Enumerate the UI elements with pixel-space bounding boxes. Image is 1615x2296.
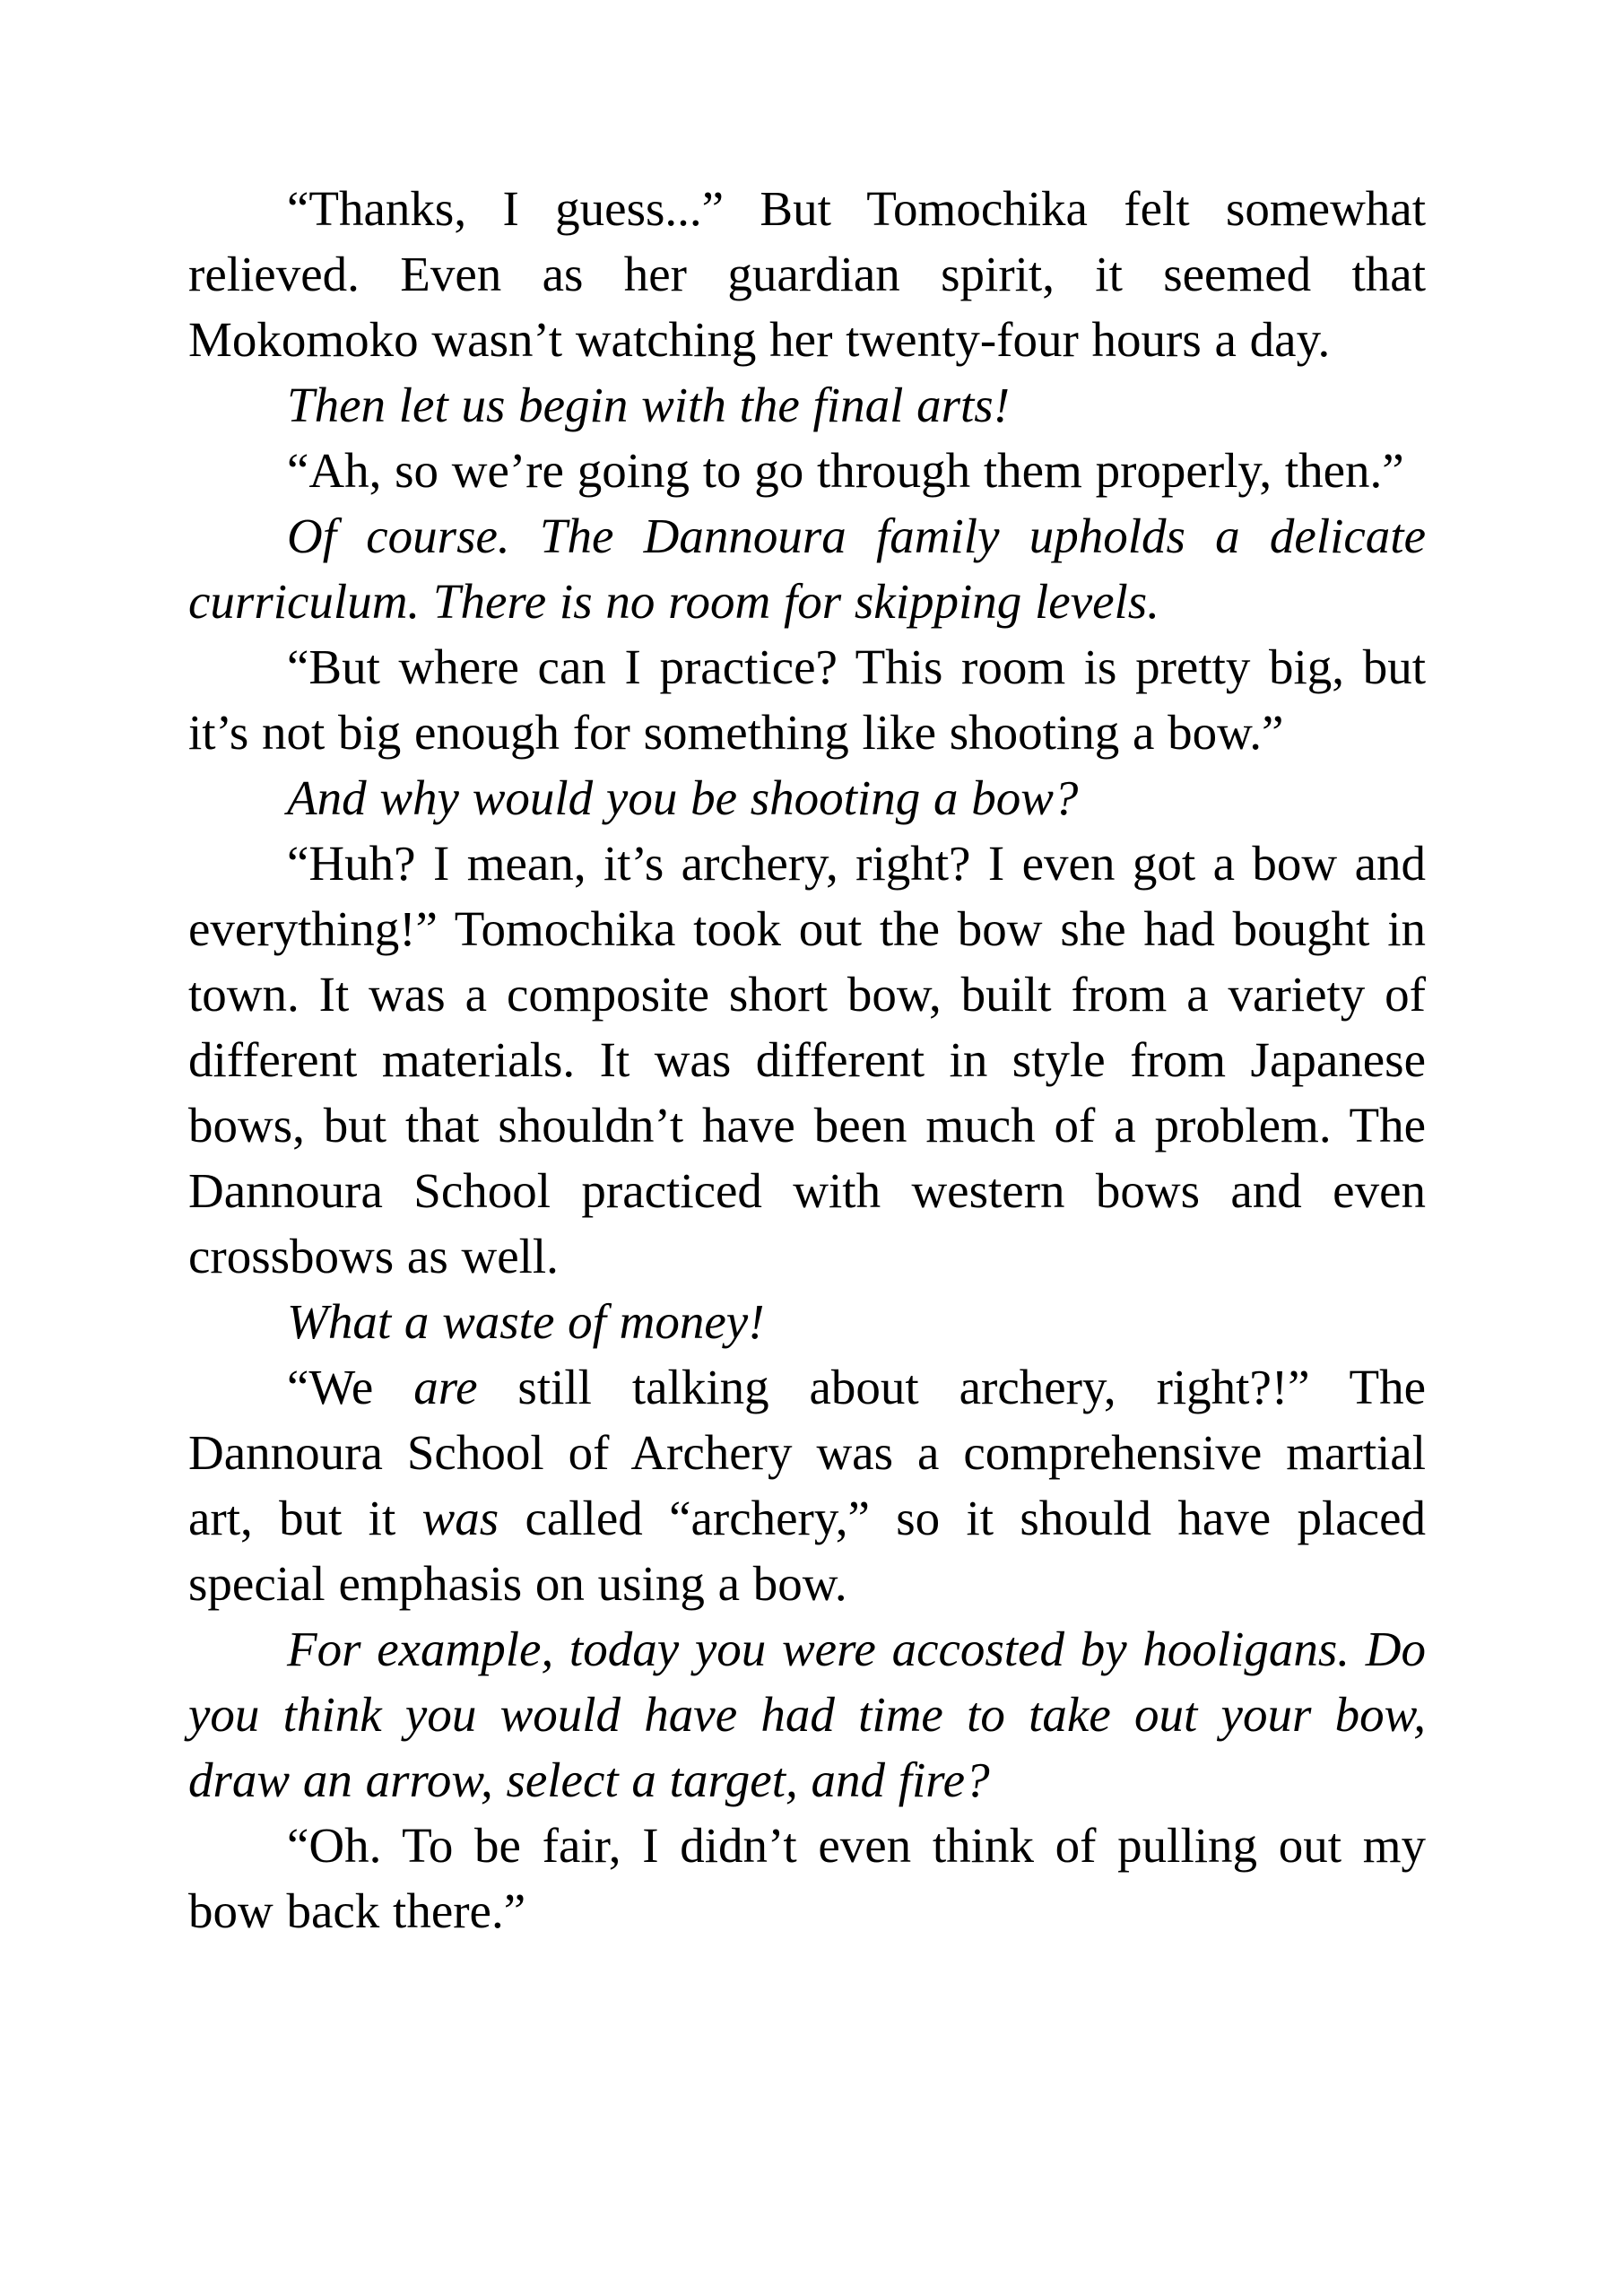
- paragraph-9: [188, 1354, 1426, 1616]
- text-run: “Huh? I mean, it’s archery, right? I even got a bow and everything!” Tomochika took out the bow she had bought in town. It was a composite short bow, built from a variety of different materials. It was different in style from Japanese bows, but that shouldn’t have been much of a problem. The Dannoura School practiced with western bows and even crossbows as well.: [188, 836, 1426, 1283]
- paragraph-5: [188, 634, 1426, 765]
- italic-text-run: What a waste of money!: [287, 1294, 765, 1349]
- paragraph-1: [188, 176, 1426, 372]
- text-run: still talking about archery, right?!” The Dannoura School of Archery was a comprehensive martial art, but it: [188, 1360, 1427, 1545]
- text-run: “Thanks, I guess...” But Tomochika felt somewhat relieved. Even as her guardian spirit, it seemed that Mokomoko wasn’t watching her twenty-four hours a day.: [188, 181, 1426, 367]
- paragraph-4: [188, 503, 1426, 634]
- italic-text-run: And why would you be shooting a bow?: [287, 770, 1079, 825]
- italic-text-run: Then let us begin with the final arts!: [287, 378, 1011, 432]
- text-run: “Ah, so we’re going to go through them properly, then.”: [287, 443, 1404, 498]
- paragraph-6: [188, 765, 1426, 831]
- paragraph-2: [188, 372, 1426, 438]
- text-run: “Oh. To be fair, I didn’t even think of pulling out my bow back there.”: [188, 1818, 1426, 1938]
- paragraph-3: [188, 438, 1426, 503]
- italic-text-run: was: [421, 1491, 499, 1545]
- italic-text-run: Of course. The Dannoura family upholds a delicate curriculum. There is no room for skipping levels.: [188, 509, 1426, 629]
- text-run: “But where can I practice? This room is pretty big, but it’s not big enough for something like shooting a bow.”: [188, 639, 1426, 760]
- paragraph-7: [188, 831, 1426, 1289]
- italic-text-run: are: [413, 1360, 478, 1414]
- paragraph-8: [188, 1289, 1426, 1354]
- page-text: [188, 176, 1426, 1944]
- paragraph-11: [188, 1813, 1426, 1944]
- italic-text-run: For example, today you were accosted by hooligans. Do you think you would have had time to take out your bow, draw an arrow, select a target, and fire?: [188, 1622, 1426, 1807]
- text-run: called “archery,” so it should have placed special emphasis on using a bow.: [188, 1491, 1426, 1611]
- paragraph-10: [188, 1616, 1426, 1813]
- text-run: “We: [287, 1360, 414, 1414]
